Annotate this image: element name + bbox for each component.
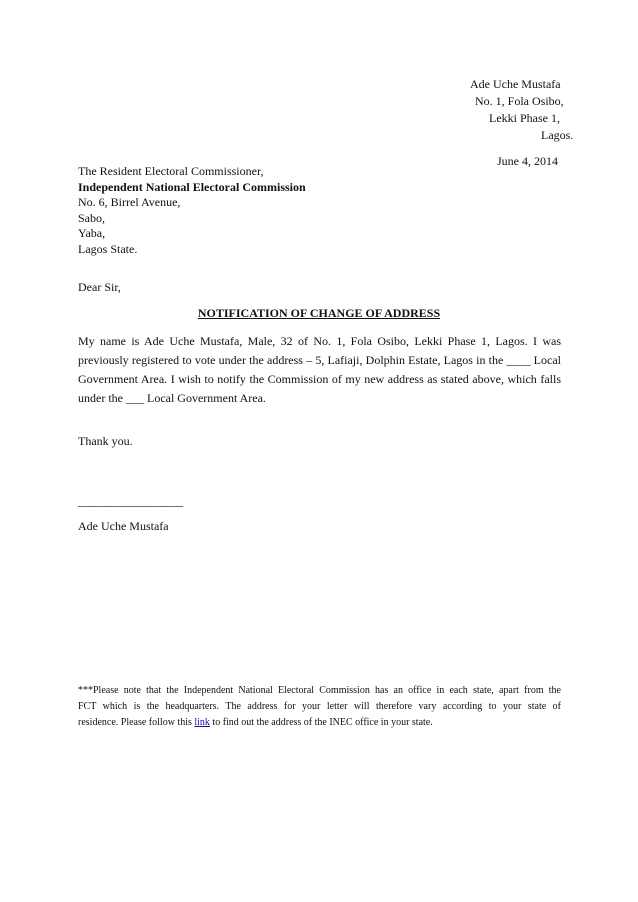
body-line: Government Area. I wish to notify the Commission of my new address as stated above, which falls [78, 372, 561, 386]
sender-street: No. 1, Fola Osibo, [475, 94, 564, 108]
footnote [78, 683, 561, 731]
recipient-address [78, 164, 306, 258]
footnote-text: to find out the address of the INEC office in your state. [209, 717, 433, 728]
letter-body [78, 332, 561, 408]
sender-address [470, 76, 580, 144]
body-line: My name is Ade Uche Mustafa, Male, 32 of No. 1, Fola Osibo, Lekki Phase 1, Lagos. I was [78, 334, 561, 348]
recipient-district: Sabo, [78, 210, 105, 225]
subject-heading [0, 306, 638, 321]
footnote-line: ***Please note that the Independent National Electoral Commission has an office in each state, apart from the [78, 685, 561, 696]
recipient-title: The Resident Electoral Commissioner, [78, 164, 264, 178]
recipient-area: Yaba, [78, 226, 106, 241]
salutation: Dear Sir, [78, 280, 121, 294]
sender-city: Lagos. [541, 128, 574, 142]
sender-area: Lekki Phase 1, [489, 111, 560, 125]
recipient-state: Lagos State. [78, 241, 138, 256]
footnote-line: FCT which is the headquarters. The address for your letter will therefore vary according to your state of [78, 701, 561, 712]
body-line: previously registered to vote under the address – 5, Lafiaji, Dolphin Estate, Lagos in the ____ Local [78, 353, 561, 367]
footnote-line [78, 715, 561, 731]
footnote-text: residence. Please follow this [78, 717, 195, 728]
sender-name: Ade Uche Mustafa [470, 77, 561, 91]
signature-line: ___________________ [78, 494, 183, 508]
recipient-organization: Independent National Electoral Commission [78, 179, 306, 194]
inec-offices-link[interactable]: link [194, 717, 210, 728]
subject-text: NOTIFICATION OF CHANGE OF ADDRESS [197, 306, 441, 320]
letter-date: June 4, 2014 [497, 154, 558, 168]
signature-name: Ade Uche Mustafa [78, 519, 169, 533]
body-line: under the ___ Local Government Area. [78, 391, 266, 405]
closing: Thank you. [78, 434, 133, 448]
recipient-street: No. 6, Birrel Avenue, [78, 195, 181, 210]
